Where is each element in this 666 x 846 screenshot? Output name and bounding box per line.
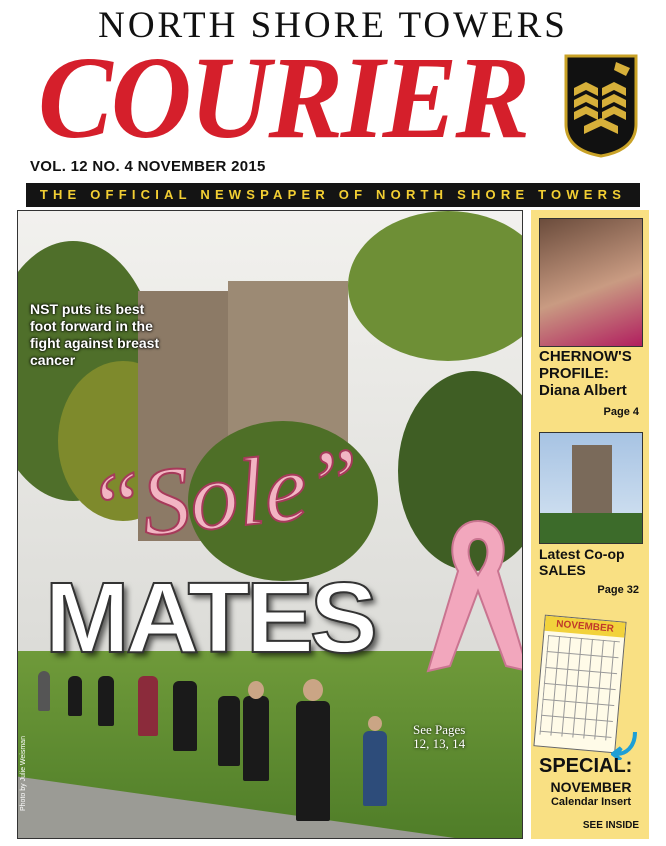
special-line-1: NOVEMBER <box>550 779 632 795</box>
volume-issue: VOL. 12 NO. 4 NOVEMBER 2015 <box>30 158 266 175</box>
profile-title <box>539 348 632 399</box>
shield-logo-icon <box>564 54 638 158</box>
walker <box>363 731 387 806</box>
pink-ribbon-icon <box>418 511 523 681</box>
walker <box>68 676 82 716</box>
sales-title-line-1: Latest Co-op <box>539 546 625 562</box>
see-inside: SEE INSIDE <box>582 820 639 831</box>
walker <box>243 696 269 781</box>
co-op-building-photo <box>539 432 643 544</box>
calendar-grid <box>539 635 619 741</box>
sales-title-line-2: SALES <box>539 562 586 578</box>
sales-page-ref: Page 32 <box>597 584 639 596</box>
profile-name: Diana Albert <box>539 382 627 399</box>
special-label: SPECIAL: <box>539 755 633 777</box>
see-pages-numbers: 12, 13, 14 <box>413 736 466 751</box>
walker <box>173 681 197 751</box>
trees-shape <box>540 513 642 543</box>
profile-title-line-2: PROFILE: <box>539 365 609 382</box>
walker <box>138 676 158 736</box>
headline-sole: “Sole” <box>83 427 365 562</box>
photo-credit: Photo by Julie Weisman <box>20 736 27 811</box>
cover-subhead: NST puts its best foot forward in the fight against breast cancer <box>30 301 160 368</box>
see-pages-note <box>413 723 465 751</box>
special-details <box>541 780 641 810</box>
profile-page-ref: Page 4 <box>603 406 639 418</box>
tagline-banner: THE OFFICIAL NEWSPAPER OF NORTH SHORE TOWERS <box>26 183 640 207</box>
walker <box>218 696 240 766</box>
courier-logo: COURIER <box>38 32 529 164</box>
walker-head <box>248 681 264 699</box>
walker <box>38 671 50 711</box>
calendar-month: NOVEMBER <box>545 616 626 638</box>
sales-title <box>539 546 625 578</box>
walker <box>98 676 114 726</box>
headline-mates: MATES <box>44 562 374 674</box>
sidebar <box>531 210 649 839</box>
walker <box>296 701 330 821</box>
walker-head <box>368 716 382 731</box>
masthead-top-title: NORTH SHORE TOWERS <box>98 5 568 46</box>
profile-photo <box>539 218 643 347</box>
special-line-2: Calendar Insert <box>550 796 632 808</box>
cover-photo <box>17 210 523 839</box>
walker-head <box>303 679 323 701</box>
see-pages-label: See Pages <box>413 722 466 737</box>
profile-title-line-1: CHERNOW'S <box>539 348 632 365</box>
